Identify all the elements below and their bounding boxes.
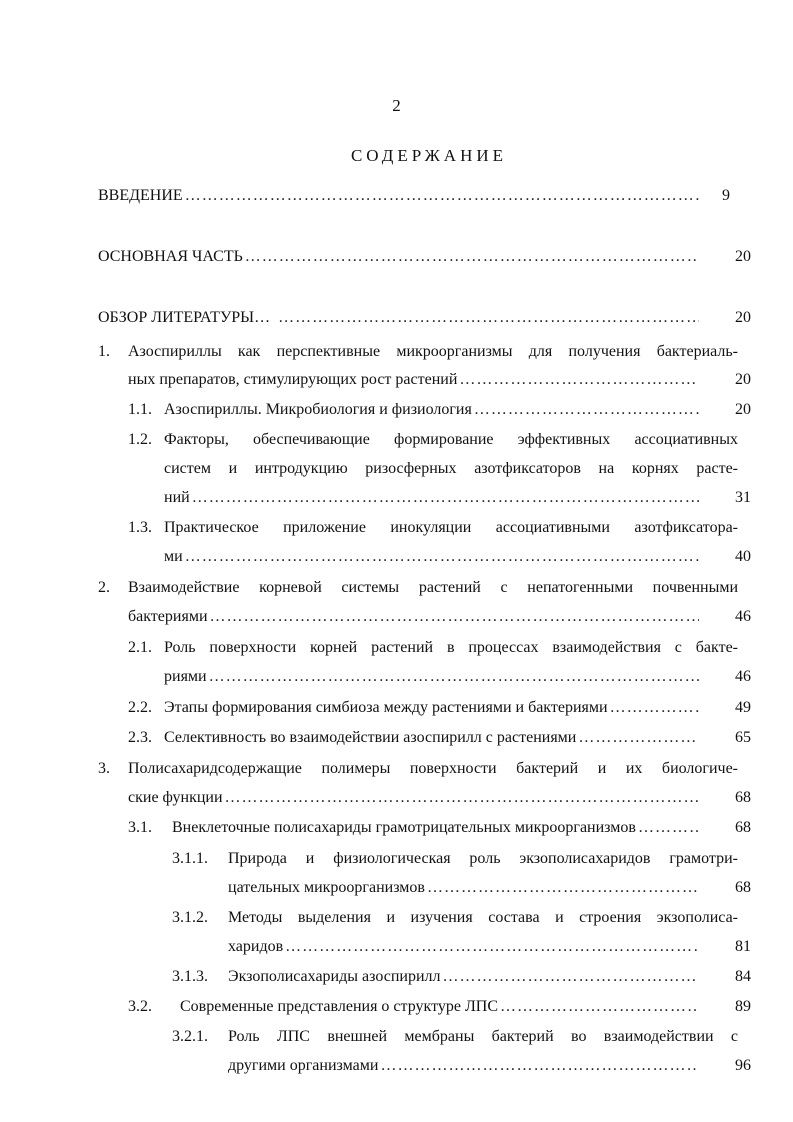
toc-entry-title[interactable]: Методы выделения и изучения состава и строения экзополиса-	[228, 909, 738, 926]
toc-page-number: 20	[735, 309, 751, 326]
toc-page-number: 20	[735, 248, 751, 265]
toc-entry-title: ВВЕДЕНИЕ	[98, 187, 183, 204]
toc-entry-s3-1-2[interactable]	[228, 935, 701, 959]
dot-leader	[278, 306, 699, 330]
toc-entry-s3[interactable]	[128, 786, 701, 810]
toc-section-number: 2.2.	[128, 699, 152, 716]
toc-entry-title-cont: другими организмами	[228, 1057, 379, 1074]
toc-entry-title[interactable]: Практическое приложение инокуляции ассоциативными азотфиксатора-	[164, 519, 738, 536]
toc-entry-s2[interactable]	[128, 605, 701, 629]
toc-page-number: 31	[735, 489, 751, 506]
toc-entry-s2-1[interactable]	[164, 665, 701, 689]
toc-page-number: 40	[735, 548, 751, 565]
toc-entry-s3-2-1[interactable]	[228, 1054, 701, 1078]
dot-leader	[459, 368, 699, 392]
dot-leader	[427, 876, 699, 900]
toc-page-number: 68	[735, 819, 751, 836]
dot-leader	[185, 184, 699, 208]
toc-section-number: 2.1.	[128, 639, 152, 656]
page-title: СОДЕРЖАНИЕ	[350, 146, 508, 165]
dot-leader	[210, 605, 699, 629]
toc-page-number: 9	[722, 187, 730, 204]
toc-page-number: 89	[735, 998, 751, 1015]
toc-entry-title: ОБЗОР ЛИТЕРАТУРЫ…	[98, 309, 271, 326]
toc-entry-title: ОСНОВНАЯ ЧАСТЬ	[98, 248, 243, 265]
toc-page-number: 65	[735, 729, 751, 746]
toc-entry-title: Азоспириллы. Микробиология и физиология	[164, 401, 472, 418]
dot-leader	[192, 486, 699, 510]
toc-entry-title: Экзополисахариды азоспирилл	[228, 968, 441, 985]
toc-entry-title[interactable]: Полисахаридсодержащие полимеры поверхности бактерий и их биологиче-	[128, 760, 738, 777]
toc-entry-s1-3[interactable]	[164, 545, 701, 569]
toc-page-number: 68	[735, 879, 751, 896]
dot-leader	[245, 245, 696, 269]
dot-leader	[474, 398, 699, 422]
toc-entry-title-cont: цательных микроорганизмов	[228, 879, 425, 896]
page-number: 2	[392, 96, 401, 115]
toc-page-number: 46	[735, 608, 751, 625]
toc-page-number: 81	[735, 938, 751, 955]
toc-entry-s3-1-3[interactable]	[228, 965, 701, 989]
toc-entry-s3-1[interactable]	[172, 816, 701, 840]
toc-section-number: 2.3.	[128, 729, 152, 746]
dot-leader	[442, 965, 699, 989]
toc-page-number: 20	[735, 371, 751, 388]
toc-page-number: 68	[735, 789, 751, 806]
toc-section-number: 3.2.1.	[172, 1028, 208, 1045]
toc-page-number: 20	[735, 401, 751, 418]
toc-section-number: 3.2.	[128, 998, 152, 1015]
toc-entry-title[interactable]: Роль ЛПС внешней мембраны бактерий во взаимодействии с	[228, 1028, 738, 1045]
toc-entry-title[interactable]: Природа и физиологическая роль экзополисахаридов грамотри-	[228, 850, 738, 867]
toc-entry-title-cont: харидов	[228, 938, 284, 955]
toc-entry-title-cont: ных препаратов, стимулирующих рост растений	[128, 371, 458, 388]
dot-leader	[209, 665, 699, 689]
dot-leader	[285, 935, 699, 959]
toc-entry-s1-1[interactable]	[128, 398, 701, 422]
toc-section-number: 1.1.	[128, 401, 152, 418]
toc-entry-title-cont[interactable]: систем и интродукцию ризосферных азотфиксаторов на корнях расте-	[164, 460, 738, 477]
toc-entry-s1[interactable]	[128, 368, 701, 392]
toc-entry-s2-2[interactable]	[128, 696, 701, 720]
dot-leader	[380, 1054, 699, 1078]
toc-section-number: 2.	[98, 579, 110, 596]
toc-section-number: 1.	[98, 343, 110, 360]
toc-entry-title[interactable]: Азоспириллы как перспективные микроорганизмы для получения бактериаль-	[128, 343, 738, 360]
toc-entry-title-cont: ний	[164, 489, 190, 506]
toc-page-number: 84	[735, 968, 751, 985]
toc-entry-title: Внеклеточные полисахариды грамотрицательных микроорганизмов	[172, 819, 636, 836]
toc-entry-title-cont: ские функции	[128, 789, 223, 806]
toc-entry-s3-1-1[interactable]	[228, 876, 701, 900]
toc-section-number: 3.1.1.	[172, 850, 208, 867]
dot-leader	[610, 696, 699, 720]
toc-section-number: 1.2.	[128, 431, 152, 448]
dot-leader	[500, 995, 699, 1019]
toc-entry-title[interactable]: Роль поверхности корней растений в процессах взаимодействия с бакте-	[164, 639, 738, 656]
toc-page-number: 49	[735, 699, 751, 716]
dot-leader	[185, 545, 699, 569]
toc-entry-intro[interactable]	[98, 184, 701, 208]
toc-entry-title: Этапы формирования симбиоза между растениями и бактериями	[164, 699, 608, 716]
toc-section-number: 3.1.2.	[172, 909, 208, 926]
toc-entry-literature-review[interactable]	[98, 306, 701, 330]
toc-entry-title: Современные представления о структуре ЛПС	[180, 998, 499, 1015]
toc-section-number: 3.	[98, 760, 110, 777]
toc-entry-s2-3[interactable]	[128, 726, 701, 750]
toc-entry-title[interactable]: Факторы, обеспечивающие формирование эффективных ассоциативных	[164, 431, 738, 448]
toc-entry-title-cont: риями	[164, 668, 207, 685]
toc-section-number: 3.1.3.	[172, 968, 208, 985]
dot-leader	[225, 786, 699, 810]
toc-entry-title[interactable]: Взаимодействие корневой системы растений с непатогенными почвенными	[128, 579, 738, 596]
toc-page-number: 96	[735, 1057, 751, 1074]
toc-section-number: 1.3.	[128, 519, 152, 536]
toc-page-number: 46	[735, 668, 751, 685]
toc-entry-main-part[interactable]	[98, 245, 698, 269]
toc-entry-s1-2[interactable]	[164, 486, 701, 510]
dot-leader	[578, 726, 699, 750]
toc-section-number: 3.1.	[128, 819, 152, 836]
toc-entry-title-cont: ми	[164, 548, 183, 565]
dot-leader	[638, 816, 699, 840]
toc-entry-title-cont: бактериями	[128, 608, 208, 625]
toc-entry-s3-2[interactable]	[180, 995, 701, 1019]
toc-entry-title: Селективность во взаимодействии азоспирилл с растениями	[164, 729, 577, 746]
